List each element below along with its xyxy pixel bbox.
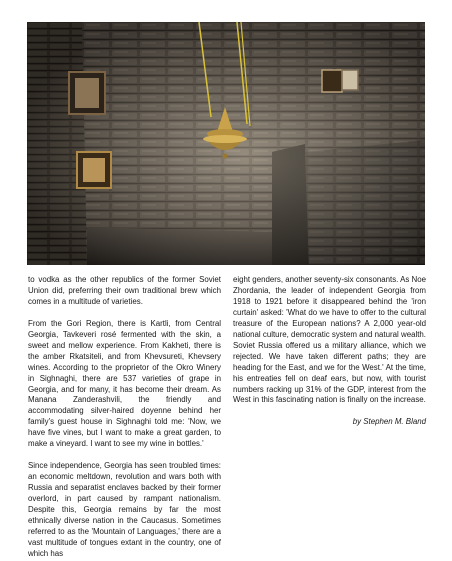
- byline: by Stephen M. Bland: [352, 417, 426, 427]
- paragraph: eight genders, another seventy-six consonants. As Noe Zhordania, the leader of independent Georgia from 1918 to 1921 before it disappeared behind the 'iron curtain' asked: 'What do we have to offer to the cultural treasure of the European nations? A 2,000 year-old national culture, democratic system and natural wealth. Soviet Russia offered us a military alliance, which we rejected. We have taken different paths; they are heading for the East, and we for the West.' At the time, his entreaties fell on deaf ears, but now, with tourist numbers racking up 31% of the GDP, interest from the West in this fascinating nation is finally on the increase.: [233, 275, 426, 405]
- article-column-left: [28, 275, 221, 560]
- article-body: [28, 275, 426, 560]
- article-column-right: [233, 275, 426, 560]
- paragraph: to vodka as the other republics of the former Soviet Union did, preferring their own traditional brew which comes in a multitude of varieties.: [28, 275, 221, 306]
- paragraph: From the Gori Region, there is Kartli, from Central Georgia, Tavkeveri rosé fermented with the skin, a sweet and mellow experience. From Kakheti, there is the amber Rkatsiteli, and from Khevsureti, Khevsery wines. According to the proprietor of the Okro Winery in Sighnaghi, there are 537 varieties of grape in Georgia, and for many, it has become their dream. As Manana Zanderashvili, the friendly and accommodating silver-haired doyenne behind her family's guest house in Sighnaghi told me: 'Now, we have five vines, but I want to make a great garden, to make a vineyard. I want to see my wine in bottles.': [28, 318, 221, 449]
- church-interior-photo: [27, 22, 425, 265]
- article-photo: [27, 22, 425, 265]
- paragraph: Since independence, Georgia has seen troubled times: an economic meltdown, revolution and wars both with Russia and separatist enclaves backed by their former overlord, in part caused by rampant nationalism. Despite this, Georgia remains by far the most ethnically diverse nation in the Caucasus. Sometimes referred to as the 'Mountain of Languages,' there are a vast multitude of tongues extant in the country, one of which has: [28, 461, 221, 558]
